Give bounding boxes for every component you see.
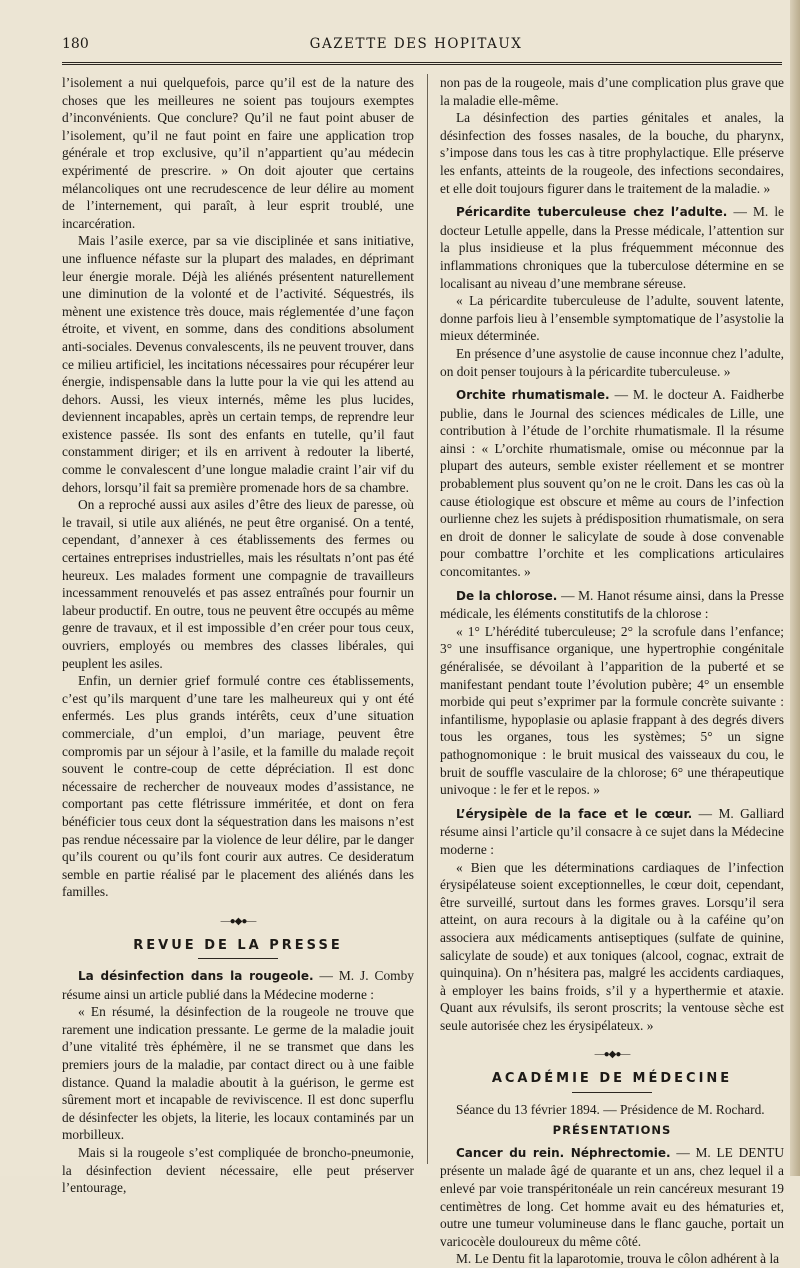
article-heading: Péricardite tuberculeuse chez l’adulte. <box>456 205 728 220</box>
article-intro: — M. J. Comby résume ainsi un article publié dans la Médecine moderne : <box>62 968 414 1002</box>
article-heading: Cancer du rein. Néphrectomie. <box>456 1145 671 1160</box>
article-intro: — M. le docteur A. Faidherbe publie, dans le Journal des sciences médicales de Lille, une contribution à l’étude de l’orchite rhumatismale. Il la résume ainsi : « L’orchite rhumatismale, omise ou méconnue par la plupart des auteurs, semble exister réellement et se montrer probablement plus souvent qu’on ne le croit. Dans les cas où la cause étiologique est obscure et même au cours de l’infection ourlienne chez les sujets à prédisposition rhumatismale, on sera en droit de donner le salicylate de soude à dose convenable pour combattre l’orchite et les complications articulaires concomitantes. » <box>440 387 784 580</box>
left-column <box>62 74 414 1197</box>
paragraph: l’isolement a nui quelquefois, parce qu’il est de la nature des choses que les meilleures ne soient pas toujours exemptes d’inconvénients. Que conclure? Qu’il ne faut point abuser de l’isolement, qu’il ne faut point en faire une application trop générale et trop exclusive, qu’il n’appartient qu’au médecin expérimenté de prescrire. » On doit ajouter que certains mélancoliques ont une recrudescence de leur délire au moment de l’internement, qui paraît, à leur esprit troublé, une incarcération. <box>62 75 414 231</box>
paragraph: La désinfection des parties génitales et anales, la désinfection des fosses nasales, de la bouche, du pharynx, s’impose dans tous les cas à titre prophylactique. Elle préserve les enfants, atteints de la rougeole, des infections secondaires, et elle doit toujours figurer dans le traitement de la maladie. » <box>440 110 784 196</box>
section-ornament: —●◆●— <box>220 915 256 927</box>
article-heading: De la chlorose. <box>456 588 558 603</box>
journal-title: GAZETTE DES HOPITAUX <box>309 36 523 52</box>
section-separator <box>572 1092 652 1093</box>
paragraph: Mais l’asile exerce, par sa vie disciplinée et sans initiative, une influence néfaste sur la plupart des malades, en déprimant leur énergie morale. Déjà les aliénés présentent naturellement une diminution de la volonté et de l’activité. Séquestrés, ils mènent une existence très douce, mais réglementée d’une façon étroite, et vivent, en somme, dans des conditions absolument anti-sociales. Devenus convalescents, ils ne peuvent trouver, dans ce milieu artificiel, les incitations nécessaires pour récupérer leur énergie, indispensable dans la lutte pour la vie qui les attend au dehors. Aussi, les vieux internés, même les plus lucides, deviennent incapables, après un certain temps, de reprendre leur existence passée. Ils sont des enfants en tutelle, qu’il faut constamment diriger; et ils en arrivent à redouter la liberté, comme le convalescent d’une longue maladie craint l’air vif du dehors, lorsqu’il fait sa première promenade hors de sa chambre. <box>62 233 414 495</box>
section-ornament: —●◆●— <box>594 1049 630 1061</box>
page-edge <box>790 0 800 1176</box>
paragraph: Enfin, un dernier grief formulé contre ces établissements, c’est qu’ils marquent d’une tare les malheureux qui y ont été enfermés. Les plus grands intérêts, ceux d’une situation commerciale, d’un emploi, d’un mariage, peuvent être compromis par un séjour à l’asile, et la famille du malade reçoit souvent le contre-coup de cette dépréciation. Il est donc nécessaire de rechercher de nouveaux modes d’assistance, ne comportant pas cette flétrissure imméritée, et dont on fera bénéficier tous ceux dont la séquestration dans les maisons n’est pas rendue nécessaire par la violence de leur délire, par le danger qu’ils courent ou qu’ils font courir aux autres. Ce desideratum semble en partie réalisé par le placement des aliénés dans les familles. <box>62 673 414 900</box>
paragraph: On a reproché aussi aux asiles d’être des lieux de paresse, où le travail, si utile aux aliénés, ne peut être organisé. On a tenté, cependant, d’annexer à ces établissements des fermes ou certaines entreprises industrielles, mais les résultats n’ont pas été heureux. Les malades forment une compagnie de travailleurs incessamment renouvelés et pas assez entraînés pour fournir un labeur productif. En outre, tous ne peuvent être occupés au même genre de travaux, et il est impossible d’en créer pour tous ceux, ouvriers, employés ou membres des classes libérales, qui peuplent les asiles. <box>62 497 414 671</box>
paragraph: « En résumé, la désinfection de la rougeole ne trouve que rarement une indication pressante. Le germe de la maladie jouit d’une vitalité très éphémère, il ne se transmet que dans les premiers jours de la maladie, par contact direct ou à une faible distance. Quand la maladie aboutit à la guérison, le germe est sûrement mort et incapable de reviviscence. Il est donc superflu de désinfecter les objets, la literie, les locaux contaminés par un morbilleux. <box>62 1004 414 1143</box>
paragraph: « Bien que les déterminations cardiaques de l’infection érysipélateuse soient exceptionnelles, le cœur doit, cependant, être surveillé, surtout dans les formes graves. Lorsqu’il sera atteint, on aura recours à la digitale ou à la caféine qu’on associera aux médicaments antiseptiques (sulfate de quinine, salicylate de soude) et aux toniques (alcool, cognac, extrait de quinquina). On n’hésitera pas, malgré les accidents cardiaques, à employer les bains froids, s’il y a hyperthermie et ataxie. Quant aux révulsifs, ils seront proscrits; la ventouse sèche est seule autorisée chez les érysipélateux. » <box>440 859 784 1033</box>
article-heading: Orchite rhumatismale. <box>456 388 610 403</box>
session-line: Séance du 13 février 1894. — Présidence de M. Rochard. <box>456 1101 765 1117</box>
page-number: 180 <box>62 36 89 52</box>
right-column <box>440 74 784 1268</box>
header-rule <box>62 62 782 65</box>
paragraph: « 1° L’hérédité tuberculeuse; 2° la scrofule dans l’enfance; 3° une insuffisance organique, une hypertrophie congénitale généralisée, se dévoilant à l’apparition de la puberté et se manifestant pendant toute l’évolution pubère; 4° un ensemble morbide qui peut s’exprimer par la formule concrète suivante : infantilisme, hypoplasie ou aplasie frappant à des degrés divers tous les organes, tous les systèmes; 5° un signe pathognomonique : le bruit musical des vaisseaux du cou, le bruit de souffle vasculaire de la chlorose; 6° une thérapeutique univoque : le fer et le repos. » <box>440 623 784 798</box>
paragraph: non pas de la rougeole, mais d’une complication plus grave que la maladie elle-même. <box>440 75 784 108</box>
article-heading: L’érysipèle de la face et le cœur. <box>456 806 693 821</box>
article-intro: — M. Galliard résume ainsi l’article qu’il consacre à ce sujet dans la Médecine moderne : <box>440 805 784 857</box>
section-separator <box>198 958 278 959</box>
section-title: ACADÉMIE DE MÉDECINE <box>491 1071 733 1087</box>
paragraph: M. Le Dentu fit la laparotomie, trouva le côlon adhérent à la <box>456 1251 780 1267</box>
article-intro: — M. LE DENTU présente un malade âgé de quarante et un ans, chez lequel il a enlevé par voie transpéritonéale un rein cancéreux mesurant 19 centimètres de long. Cet homme avait eu des hématuries et, outre une tumeur volumineuse dans le flanc gauche, portait un varicocèle douloureux du même côté. <box>440 1144 784 1249</box>
article-intro: — M. Hanot résume ainsi, dans la Presse médicale, les éléments constitutifs de la chlorose : <box>440 587 784 622</box>
subsection-title: PRÉSENTATIONS <box>552 1123 672 1138</box>
article-heading: La désinfection dans la rougeole. <box>78 969 314 984</box>
paragraph: En présence d’une asystolie de cause inconnue chez l’adulte, on doit penser toujours à la péricardite tuberculeuse. » <box>440 345 784 379</box>
column-divider <box>427 74 428 1164</box>
article-intro: — M. le docteur Letulle appelle, dans la Presse médicale, l’attention sur la plus insidieuse et la plus fréquemment méconnue des inflammations chroniques que la tuberculose détermine en se localisant au niveau d’une membrane séreuse. <box>440 204 784 291</box>
paragraph: Mais si la rougeole s’est compliquée de broncho-pneumonie, la désinfection devient nécessaire, elle peut préserver l’entourage, <box>62 1145 414 1196</box>
paragraph: « La péricardite tuberculeuse de l’adulte, souvent latente, donne parfois lieu à l’ensemble symptomatique de l’asystolie la mieux déterminée. <box>440 293 784 344</box>
section-title: REVUE DE LA PRESSE <box>133 937 343 953</box>
page-header <box>62 34 770 54</box>
